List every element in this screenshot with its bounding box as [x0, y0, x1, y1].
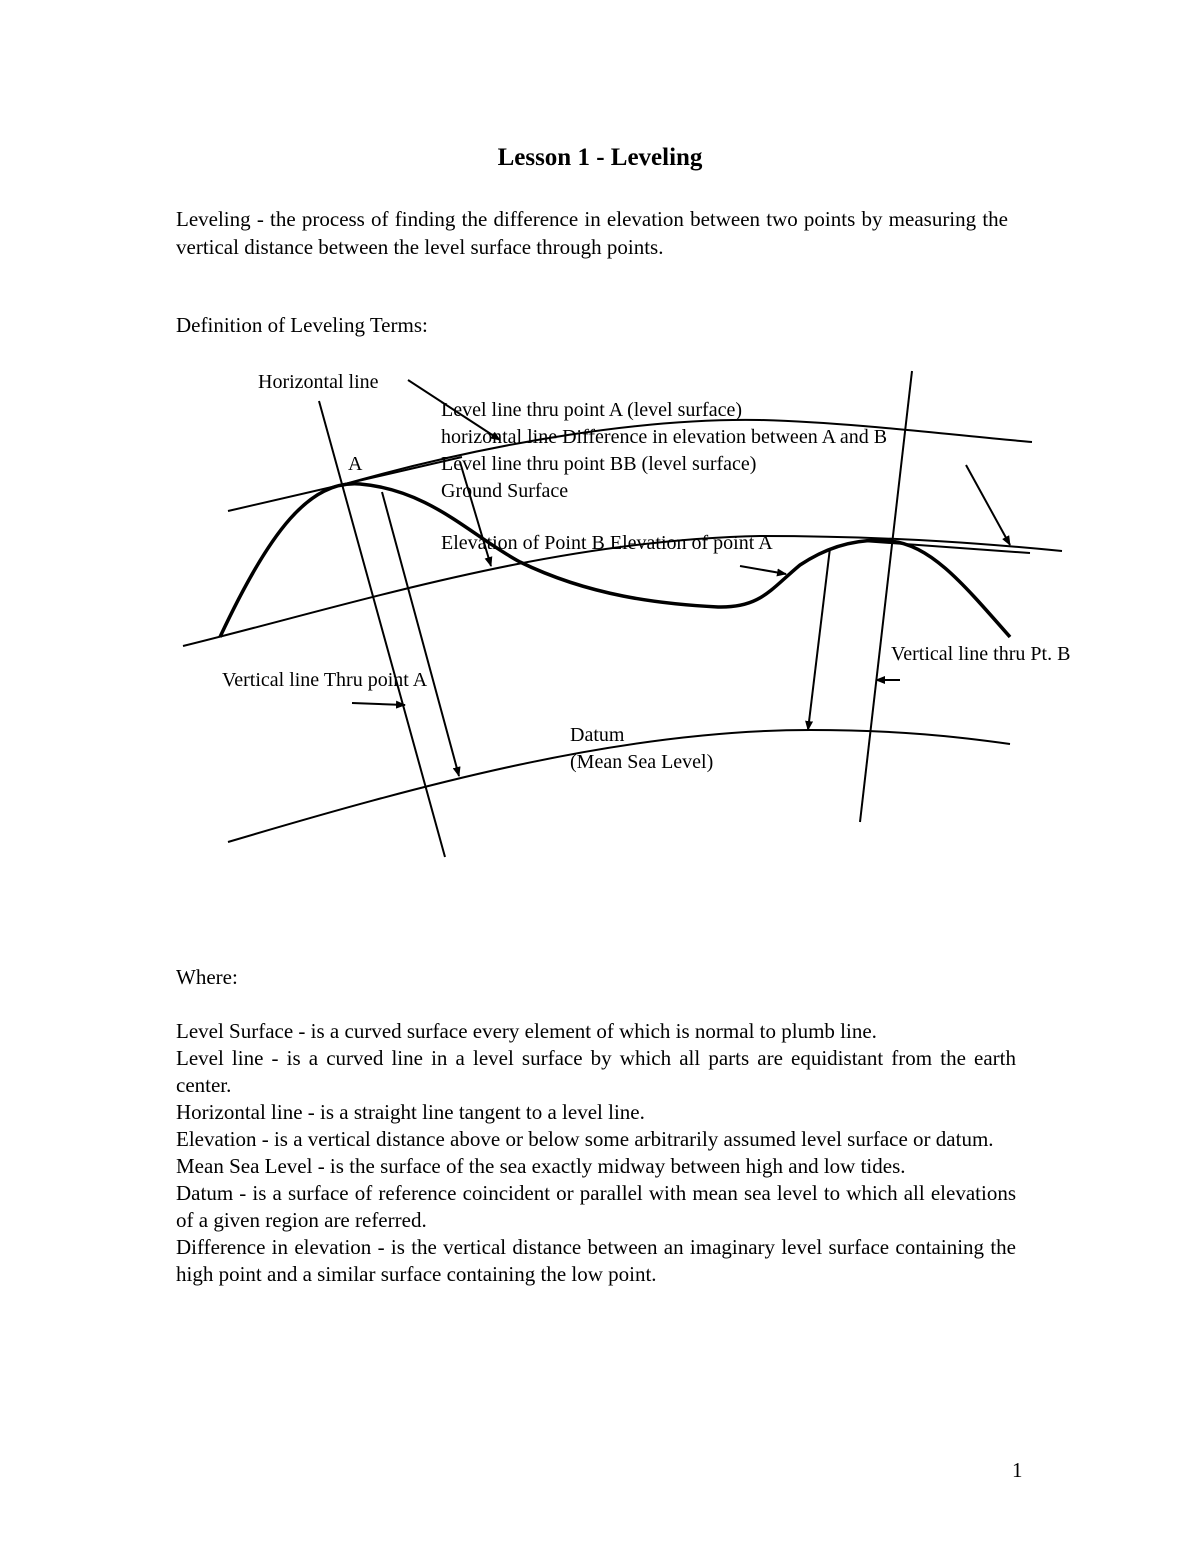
datum-line	[228, 730, 1010, 842]
label-level-line-a: Level line thru point A (level surface)	[441, 399, 743, 421]
where-heading: Where:	[176, 965, 238, 989]
definition-level-line: Level line - is a curved line in a level surface by which all parts are equidistant from the earth center.	[176, 1046, 1016, 1097]
definition-heading: Definition of Leveling Terms:	[176, 313, 428, 337]
arrow-level-line-b	[966, 465, 1010, 545]
label-horizontal-line: Horizontal line	[258, 371, 379, 393]
label-ground-surface: Ground Surface	[441, 480, 569, 502]
label-mean-sea-level: (Mean Sea Level)	[570, 751, 714, 773]
definition-elevation: Elevation - is a vertical distance above or below some arbitrarily assumed level surface or datum.	[176, 1127, 994, 1151]
label-horizontal-line-diff: horizontal line Difference in elevation between A and B	[441, 426, 888, 448]
arrow-elevation-b	[808, 548, 830, 730]
page-number: 1	[1012, 1458, 1023, 1482]
label-vertical-line-a: Vertical line Thru point A	[222, 669, 428, 691]
horizontal-line-b	[862, 541, 1030, 553]
definition-mean-sea-level: Mean Sea Level - is the surface of the sea exactly midway between high and low tides.	[176, 1154, 906, 1178]
leveling-diagram	[0, 360, 1200, 870]
definition-difference-in-elevation: Difference in elevation - is the vertical distance between an imaginary level surface containing the high point and a similar surface containing the low point.	[176, 1235, 1016, 1286]
label-datum: Datum	[570, 724, 625, 746]
label-elevation-points: Elevation of Point B Elevation of point A	[441, 532, 773, 554]
arrow-ground-surface	[740, 566, 786, 574]
ground-surface-curve	[220, 484, 1010, 637]
label-point-a: A	[348, 453, 363, 475]
page-title: Lesson 1 - Leveling	[497, 144, 703, 171]
label-level-line-bb: Level line thru point BB (level surface)	[441, 453, 757, 475]
definition-level-surface: Level Surface - is a curved surface every element of which is normal to plumb line.	[176, 1019, 877, 1043]
arrow-vertical-line-a	[352, 703, 405, 705]
label-vertical-line-b: Vertical line thru Pt. B	[891, 643, 1071, 665]
vertical-line-a	[319, 401, 445, 857]
definition-datum: Datum - is a surface of reference coincident or parallel with mean sea level to which all elevations of a given region are referred.	[176, 1181, 1016, 1232]
definitions-list	[176, 1018, 1016, 1288]
definition-horizontal-line: Horizontal line - is a straight line tangent to a level line.	[176, 1100, 645, 1124]
intro-paragraph: Leveling - the process of finding the difference in elevation between two points by measuring the vertical distance between the level surface through points.	[176, 207, 1008, 259]
